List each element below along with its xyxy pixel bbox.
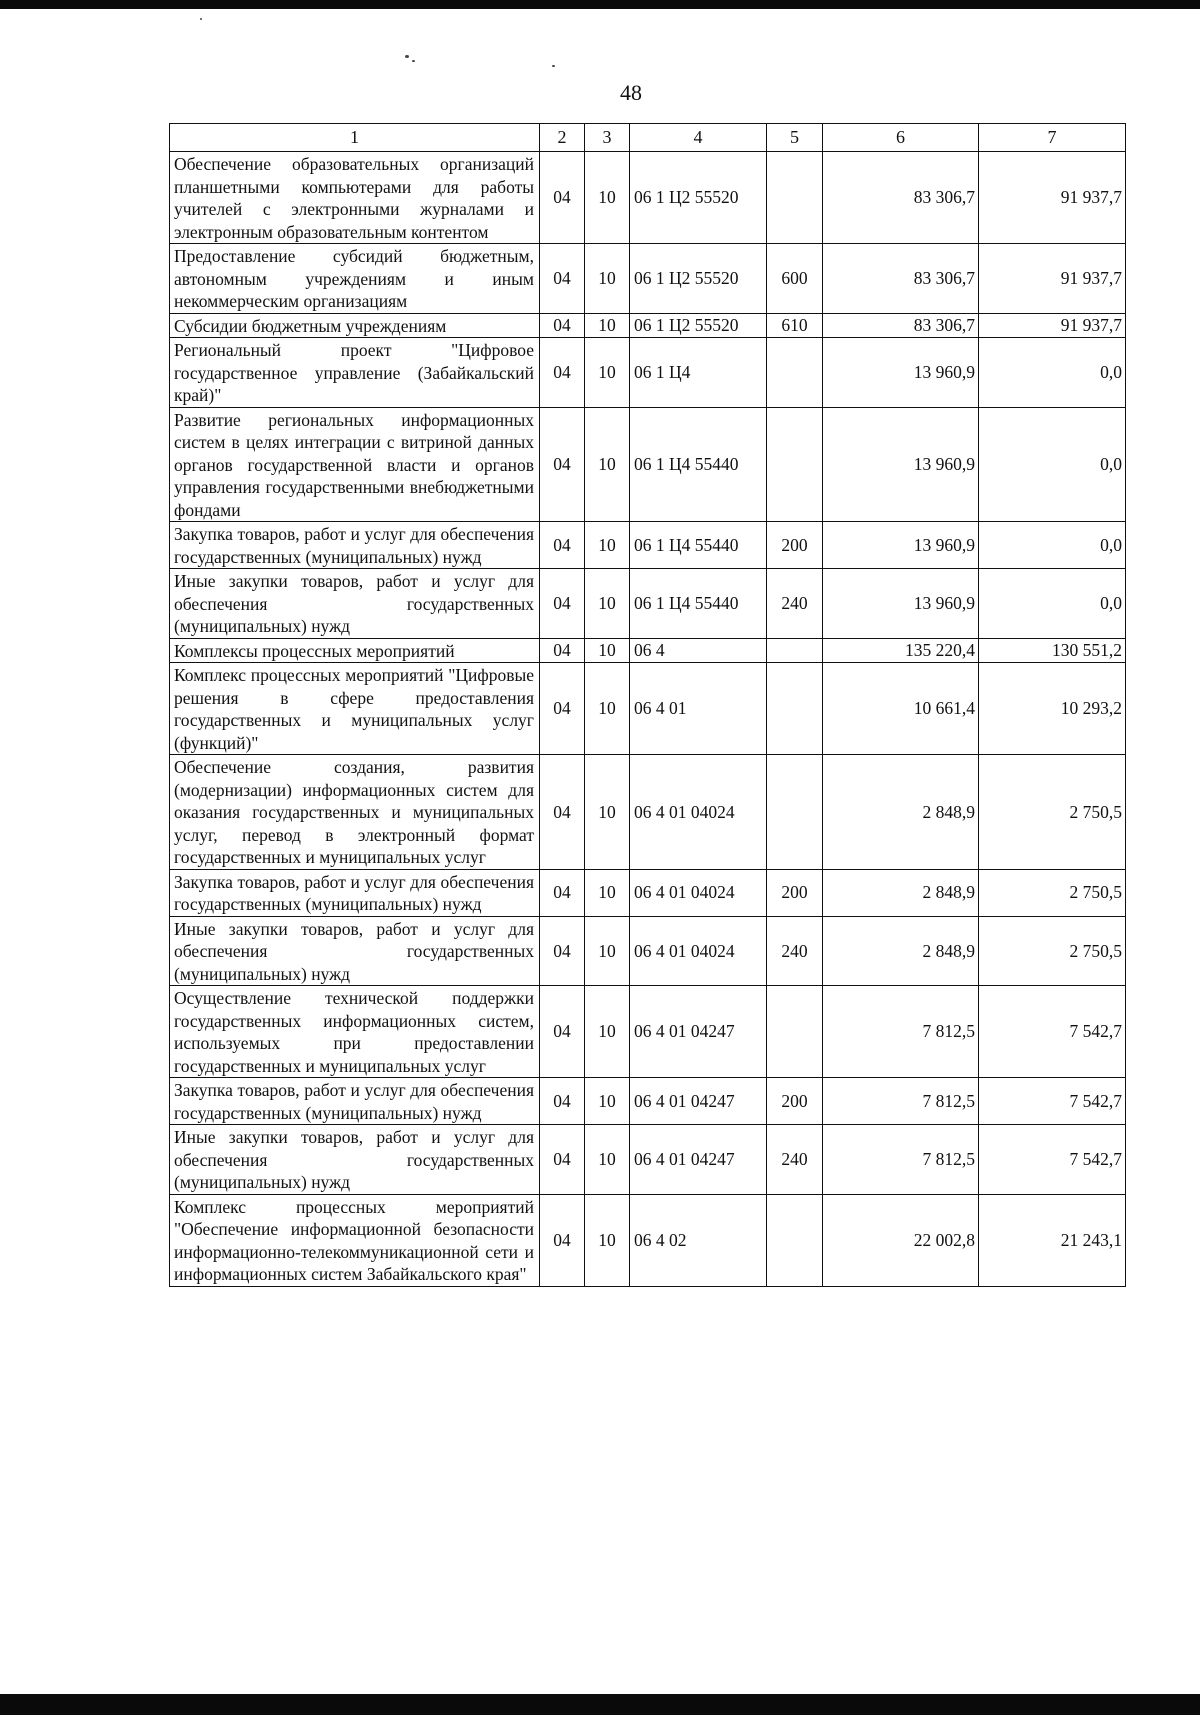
header-cell: 1 (170, 124, 540, 152)
row-name: Иные закупки товаров, работ и услуг для обеспечения государственных (муниципальных) нужд (170, 1125, 540, 1195)
row-name: Комплекс процессных мероприятий "Цифровые решения в сфере предоставления государственных и муниципальных услуг (функций)" (170, 663, 540, 755)
row-subsection: 10 (585, 916, 630, 986)
row-subsection: 10 (585, 313, 630, 338)
table-row (170, 869, 1126, 916)
table-row (170, 338, 1126, 408)
row-expense-type: 240 (767, 916, 823, 986)
row-subsection: 10 (585, 152, 630, 244)
header-cell: 6 (823, 124, 979, 152)
row-subsection: 10 (585, 569, 630, 639)
row-name: Региональный проект "Цифровое государственное управление (Забайкальский край)" (170, 338, 540, 408)
table-row (170, 313, 1126, 338)
row-name: Обеспечение создания, развития (модернизации) информационных систем для оказания государственных и муниципальных услуг, перевод в электронный формат государственных и муниципальных услуг (170, 755, 540, 870)
scan-speck (200, 18, 202, 20)
row-expense-type (767, 638, 823, 663)
row-amount-year2: 7 542,7 (979, 986, 1126, 1078)
table-row (170, 522, 1126, 569)
row-expense-type: 200 (767, 869, 823, 916)
row-amount-year2: 2 750,5 (979, 916, 1126, 986)
row-target-code: 06 1 Ц2 55520 (630, 152, 767, 244)
row-amount-year1: 2 848,9 (823, 755, 979, 870)
row-amount-year1: 13 960,9 (823, 407, 979, 522)
row-name: Иные закупки товаров, работ и услуг для обеспечения государственных (муниципальных) нужд (170, 916, 540, 986)
row-subsection: 10 (585, 407, 630, 522)
table-row (170, 407, 1126, 522)
row-section: 04 (540, 152, 585, 244)
row-amount-year1: 13 960,9 (823, 522, 979, 569)
row-expense-type: 200 (767, 522, 823, 569)
row-subsection: 10 (585, 244, 630, 314)
row-subsection: 10 (585, 986, 630, 1078)
row-expense-type (767, 663, 823, 755)
row-expense-type (767, 407, 823, 522)
row-section: 04 (540, 1078, 585, 1125)
table-row (170, 244, 1126, 314)
row-amount-year1: 2 848,9 (823, 916, 979, 986)
row-expense-type: 240 (767, 1125, 823, 1195)
row-name: Обеспечение образовательных организаций планшетными компьютерами для работы учителей с электронными журналами и электронным образовательным контентом (170, 152, 540, 244)
row-amount-year2: 7 542,7 (979, 1125, 1126, 1195)
row-expense-type (767, 152, 823, 244)
row-target-code: 06 4 01 04024 (630, 755, 767, 870)
row-amount-year1: 22 002,8 (823, 1194, 979, 1286)
scan-border-top (0, 0, 1200, 9)
table-row (170, 663, 1126, 755)
table-row (170, 916, 1126, 986)
row-name: Предоставление субсидий бюджетным, автономным учреждениям и иным некоммерческим организациям (170, 244, 540, 314)
scan-speck (405, 55, 409, 58)
row-target-code: 06 4 (630, 638, 767, 663)
row-amount-year2: 0,0 (979, 338, 1126, 408)
row-section: 04 (540, 663, 585, 755)
row-target-code: 06 4 01 04247 (630, 1125, 767, 1195)
row-subsection: 10 (585, 1194, 630, 1286)
row-amount-year2: 2 750,5 (979, 755, 1126, 870)
row-subsection: 10 (585, 1125, 630, 1195)
row-name: Осуществление технической поддержки государственных информационных систем, используемых при предоставлении государственных и муниципальных услуг (170, 986, 540, 1078)
table-row (170, 1078, 1126, 1125)
row-target-code: 06 1 Ц2 55520 (630, 244, 767, 314)
budget-table (169, 123, 1126, 1287)
row-amount-year1: 83 306,7 (823, 244, 979, 314)
scan-speck (552, 65, 555, 67)
budget-table-body (170, 124, 1126, 1287)
row-amount-year2: 0,0 (979, 569, 1126, 639)
row-amount-year2: 7 542,7 (979, 1078, 1126, 1125)
row-section: 04 (540, 244, 585, 314)
row-name: Комплекс процессных мероприятий "Обеспечение информационной безопасности информационно-телекоммуникационной сети и информационных систем Забайкальского края" (170, 1194, 540, 1286)
row-section: 04 (540, 569, 585, 639)
row-amount-year1: 83 306,7 (823, 152, 979, 244)
row-amount-year1: 2 848,9 (823, 869, 979, 916)
table-row (170, 986, 1126, 1078)
row-amount-year1: 83 306,7 (823, 313, 979, 338)
row-target-code: 06 1 Ц4 55440 (630, 522, 767, 569)
row-amount-year1: 7 812,5 (823, 986, 979, 1078)
row-target-code: 06 1 Ц4 55440 (630, 407, 767, 522)
table-row (170, 1125, 1126, 1195)
header-cell: 4 (630, 124, 767, 152)
row-name: Закупка товаров, работ и услуг для обеспечения государственных (муниципальных) нужд (170, 869, 540, 916)
row-name: Закупка товаров, работ и услуг для обеспечения государственных (муниципальных) нужд (170, 1078, 540, 1125)
row-expense-type (767, 338, 823, 408)
row-name: Иные закупки товаров, работ и услуг для обеспечения государственных (муниципальных) нужд (170, 569, 540, 639)
header-cell: 5 (767, 124, 823, 152)
row-target-code: 06 4 01 04024 (630, 869, 767, 916)
table-row (170, 755, 1126, 870)
row-section: 04 (540, 338, 585, 408)
header-cell: 7 (979, 124, 1126, 152)
row-section: 04 (540, 1194, 585, 1286)
row-name: Развитие региональных информационных систем в целях интеграции с витриной данных органов государственной власти и органов управления государственными внебюджетными фондами (170, 407, 540, 522)
row-amount-year2: 2 750,5 (979, 869, 1126, 916)
row-target-code: 06 1 Ц2 55520 (630, 313, 767, 338)
row-subsection: 10 (585, 338, 630, 408)
header-cell: 2 (540, 124, 585, 152)
row-section: 04 (540, 313, 585, 338)
row-section: 04 (540, 1125, 585, 1195)
row-target-code: 06 4 01 04247 (630, 1078, 767, 1125)
row-subsection: 10 (585, 869, 630, 916)
row-expense-type (767, 1194, 823, 1286)
table-header-row (170, 124, 1126, 152)
row-amount-year2: 0,0 (979, 407, 1126, 522)
table-row (170, 152, 1126, 244)
row-name: Субсидии бюджетным учреждениям (170, 313, 540, 338)
row-section: 04 (540, 522, 585, 569)
row-amount-year1: 7 812,5 (823, 1125, 979, 1195)
row-amount-year2: 0,0 (979, 522, 1126, 569)
row-subsection: 10 (585, 638, 630, 663)
row-amount-year1: 10 661,4 (823, 663, 979, 755)
row-subsection: 10 (585, 522, 630, 569)
row-section: 04 (540, 986, 585, 1078)
row-expense-type: 240 (767, 569, 823, 639)
row-subsection: 10 (585, 755, 630, 870)
row-amount-year2: 91 937,7 (979, 244, 1126, 314)
row-subsection: 10 (585, 663, 630, 755)
row-target-code: 06 4 01 (630, 663, 767, 755)
row-amount-year2: 21 243,1 (979, 1194, 1126, 1286)
row-amount-year1: 13 960,9 (823, 569, 979, 639)
row-expense-type: 200 (767, 1078, 823, 1125)
scan-speck (412, 60, 415, 62)
row-section: 04 (540, 869, 585, 916)
page-number: 48 (620, 80, 642, 105)
row-target-code: 06 1 Ц4 (630, 338, 767, 408)
row-amount-year2: 91 937,7 (979, 152, 1126, 244)
row-subsection: 10 (585, 1078, 630, 1125)
row-amount-year2: 10 293,2 (979, 663, 1126, 755)
row-name: Комплексы процессных мероприятий (170, 638, 540, 663)
table-row (170, 638, 1126, 663)
row-amount-year1: 135 220,4 (823, 638, 979, 663)
row-expense-type: 600 (767, 244, 823, 314)
row-section: 04 (540, 916, 585, 986)
header-cell: 3 (585, 124, 630, 152)
row-section: 04 (540, 755, 585, 870)
row-amount-year2: 91 937,7 (979, 313, 1126, 338)
row-amount-year1: 7 812,5 (823, 1078, 979, 1125)
row-expense-type (767, 755, 823, 870)
row-target-code: 06 4 01 04247 (630, 986, 767, 1078)
row-target-code: 06 1 Ц4 55440 (630, 569, 767, 639)
row-target-code: 06 4 02 (630, 1194, 767, 1286)
row-expense-type (767, 986, 823, 1078)
table-row (170, 1194, 1126, 1286)
row-section: 04 (540, 407, 585, 522)
row-section: 04 (540, 638, 585, 663)
row-expense-type: 610 (767, 313, 823, 338)
row-target-code: 06 4 01 04024 (630, 916, 767, 986)
row-amount-year1: 13 960,9 (823, 338, 979, 408)
row-name: Закупка товаров, работ и услуг для обеспечения государственных (муниципальных) нужд (170, 522, 540, 569)
row-amount-year2: 130 551,2 (979, 638, 1126, 663)
scan-border-bottom (0, 1694, 1200, 1715)
table-row (170, 569, 1126, 639)
